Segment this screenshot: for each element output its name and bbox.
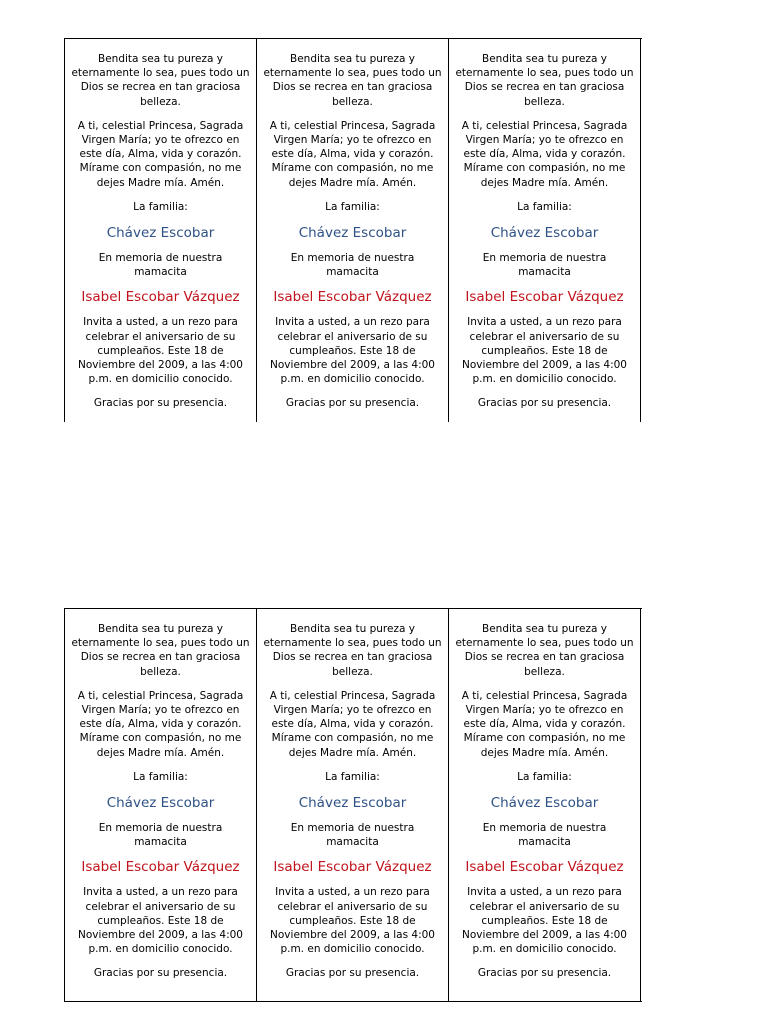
family-name: Chávez Escobar [106, 225, 215, 242]
family-label: La familia: [133, 770, 188, 783]
honoree-name: Isabel Escobar Vázquez [465, 859, 624, 876]
prayer-card [449, 39, 641, 422]
thanks-text: Gracias por su presencia. [93, 967, 228, 980]
invitation-text: Invita a usted, a un rezo para celebrar el aniversario de su cumpleaños. Este 18 de Noviembre del 2009, a las 4:00 p.m. en domicilio conocido. [462, 886, 627, 956]
invitation-text: Invita a usted, a un rezo para celebrar el aniversario de su cumpleaños. Este 18 de Noviembre del 2009, a las 4:00 p.m. en domicilio conocido. [78, 316, 243, 386]
memory-text: En memoria de nuestra mamacita [290, 252, 415, 279]
prayer-verse-1: Bendita sea tu pureza y eternamente lo sea, pues todo un Dios se recrea en tan graciosa belleza. [71, 53, 250, 108]
family-label: La familia: [517, 200, 572, 213]
thanks-text: Gracias por su presencia. [285, 967, 420, 980]
memory-text: En memoria de nuestra mamacita [98, 252, 223, 279]
thanks-text: Gracias por su presencia. [285, 397, 420, 410]
prayer-verse-1: Bendita sea tu pureza y eternamente lo sea, pues todo un Dios se recrea en tan graciosa belleza. [71, 623, 250, 678]
family-name: Chávez Escobar [298, 225, 407, 242]
prayer-verse-2: A ti, celestial Princesa, Sagrada Virgen María; yo te ofrezco en este día, Alma, vida y corazón. Mírame con compasión, no me dejes Madre mía. Amén. [269, 119, 436, 189]
invitation-text: Invita a usted, a un rezo para celebrar el aniversario de su cumpleaños. Este 18 de Noviembre del 2009, a las 4:00 p.m. en domicilio conocido. [270, 316, 435, 386]
card-sheet-top [64, 38, 642, 422]
invitation-text: Invita a usted, a un rezo para celebrar el aniversario de su cumpleaños. Este 18 de Noviembre del 2009, a las 4:00 p.m. en domicilio conocido. [78, 886, 243, 956]
honoree-name: Isabel Escobar Vázquez [465, 289, 624, 306]
family-label: La familia: [517, 770, 572, 783]
thanks-text: Gracias por su presencia. [93, 397, 228, 410]
memory-text: En memoria de nuestra mamacita [482, 252, 607, 279]
prayer-card [65, 39, 257, 422]
honoree-name: Isabel Escobar Vázquez [81, 289, 240, 306]
memory-text: En memoria de nuestra mamacita [290, 822, 415, 849]
prayer-verse-2: A ti, celestial Princesa, Sagrada Virgen María; yo te ofrezco en este día, Alma, vida y corazón. Mírame con compasión, no me dejes Madre mía. Amén. [269, 689, 436, 759]
family-name: Chávez Escobar [106, 795, 215, 812]
family-name: Chávez Escobar [490, 795, 599, 812]
card-sheet-bottom [64, 608, 642, 1002]
prayer-card [257, 609, 449, 1001]
invitation-text: Invita a usted, a un rezo para celebrar el aniversario de su cumpleaños. Este 18 de Noviembre del 2009, a las 4:00 p.m. en domicilio conocido. [462, 316, 627, 386]
thanks-text: Gracias por su presencia. [477, 397, 612, 410]
family-label: La familia: [325, 200, 380, 213]
honoree-name: Isabel Escobar Vázquez [273, 859, 432, 876]
prayer-verse-1: Bendita sea tu pureza y eternamente lo sea, pues todo un Dios se recrea en tan graciosa belleza. [263, 53, 442, 108]
prayer-verse-2: A ti, celestial Princesa, Sagrada Virgen María; yo te ofrezco en este día, Alma, vida y corazón. Mírame con compasión, no me dejes Madre mía. Amén. [461, 689, 628, 759]
prayer-card [257, 39, 449, 422]
family-name: Chávez Escobar [490, 225, 599, 242]
prayer-verse-1: Bendita sea tu pureza y eternamente lo sea, pues todo un Dios se recrea en tan graciosa belleza. [455, 623, 634, 678]
memory-text: En memoria de nuestra mamacita [98, 822, 223, 849]
honoree-name: Isabel Escobar Vázquez [273, 289, 432, 306]
honoree-name: Isabel Escobar Vázquez [81, 859, 240, 876]
prayer-verse-2: A ti, celestial Princesa, Sagrada Virgen María; yo te ofrezco en este día, Alma, vida y corazón. Mírame con compasión, no me dejes Madre mía. Amén. [461, 119, 628, 189]
prayer-verse-1: Bendita sea tu pureza y eternamente lo sea, pues todo un Dios se recrea en tan graciosa belleza. [455, 53, 634, 108]
invitation-text: Invita a usted, a un rezo para celebrar el aniversario de su cumpleaños. Este 18 de Noviembre del 2009, a las 4:00 p.m. en domicilio conocido. [270, 886, 435, 956]
family-label: La familia: [133, 200, 188, 213]
memory-text: En memoria de nuestra mamacita [482, 822, 607, 849]
prayer-verse-2: A ti, celestial Princesa, Sagrada Virgen María; yo te ofrezco en este día, Alma, vida y corazón. Mírame con compasión, no me dejes Madre mía. Amén. [77, 689, 244, 759]
prayer-verse-1: Bendita sea tu pureza y eternamente lo sea, pues todo un Dios se recrea en tan graciosa belleza. [263, 623, 442, 678]
family-label: La familia: [325, 770, 380, 783]
prayer-verse-2: A ti, celestial Princesa, Sagrada Virgen María; yo te ofrezco en este día, Alma, vida y corazón. Mírame con compasión, no me dejes Madre mía. Amén. [77, 119, 244, 189]
prayer-card [449, 609, 641, 1001]
prayer-card [65, 609, 257, 1001]
thanks-text: Gracias por su presencia. [477, 967, 612, 980]
family-name: Chávez Escobar [298, 795, 407, 812]
